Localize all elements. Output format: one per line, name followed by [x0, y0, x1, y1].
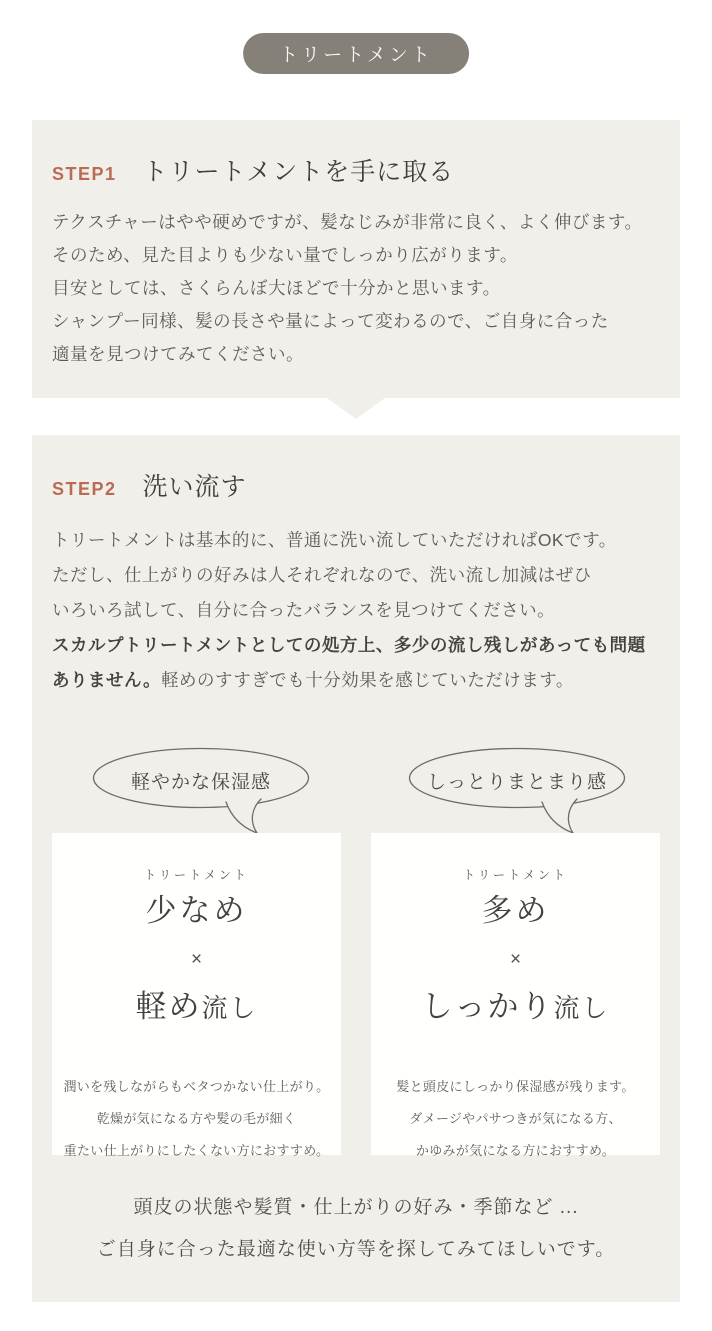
bubble-moist-together	[408, 747, 628, 837]
multiply-icon: ×	[509, 949, 522, 970]
option-desc-line: 重たい仕上がりにしたくない方におすすめ。	[63, 1143, 330, 1158]
closing-note-line: ご自身に合った最適な使い方等を探してみてほしいです。	[96, 1239, 616, 1260]
option-tag: トリートメント	[144, 868, 249, 882]
step1-title: トリートメントを手に取る	[142, 158, 455, 186]
option-rinse-main: しっかり	[421, 989, 554, 1024]
option-desc-line: 潤いを残しながらもベタつかない仕上がり。	[63, 1079, 330, 1094]
step1-paragraph	[52, 206, 666, 371]
step2-line: ただし、仕上がりの好みは人それぞれなので、洗い流し加減はぜひ	[52, 565, 592, 585]
option-description	[63, 1071, 329, 1167]
step2-label: STEP2	[52, 479, 117, 499]
option-desc-line: ダメージやパサつきが気になる方、	[409, 1111, 622, 1126]
option-box-more-thorough	[371, 833, 660, 1158]
bubble-label: 軽やかな保湿感	[130, 772, 271, 793]
step2-bold-line: スカルプトリートメントとしての処方上、多少の流し残しがあっても問題	[52, 635, 646, 655]
step2-bold-fragment: ありません。	[52, 670, 162, 690]
option-rinse-suffix: 流し	[553, 993, 610, 1023]
step2-card	[32, 435, 680, 1302]
option-box-less-light	[52, 833, 341, 1158]
step1-line: そのため、見た目よりも少ない量でしっかり広がります。	[52, 245, 518, 265]
option-rinse-main: 軽め	[135, 989, 202, 1024]
step2-mixed-line	[52, 663, 666, 698]
step1-card	[32, 120, 680, 398]
step1-heading	[52, 152, 454, 188]
section-title-label: トリートメント	[279, 45, 433, 66]
closing-note-line: 頭皮の状態や髪質・仕上がりの好み・季節など ...	[133, 1197, 579, 1218]
step1-line: 目安としては、さくらんぼ大ほどで十分かと思います。	[52, 278, 501, 298]
closing-note	[32, 1187, 680, 1271]
step2-normal-fragment: 軽めのすすぎでも十分効果を感じていただけます。	[161, 670, 574, 690]
option-desc-line: かゆみが気になる方におすすめ。	[415, 1143, 616, 1158]
step1-line: 適量を見つけてみてください。	[52, 344, 304, 364]
option-amount: 多め	[481, 893, 550, 928]
bubble-light-moisture	[92, 747, 312, 837]
option-rinse	[135, 985, 257, 1035]
multiply-icon: ×	[190, 949, 203, 970]
option-rinse-suffix: 流し	[201, 993, 258, 1023]
step2-line: トリートメントは基本的に、普通に洗い流していただければOKです。	[52, 530, 617, 550]
option-desc-line: 乾燥が気になる方や髪の毛が細く	[96, 1111, 297, 1126]
option-desc-line: 髪と頭皮にしっかり保湿感が残ります。	[396, 1079, 635, 1094]
bubble-label: しっとりまとまり感	[426, 772, 607, 793]
option-amount: 少なめ	[145, 893, 248, 928]
step2-line: いろいろ試して、自分に合ったバランスを見つけてください。	[52, 600, 556, 620]
option-tag: トリートメント	[463, 868, 568, 882]
step2-heading	[52, 467, 247, 503]
down-arrow-notch	[327, 398, 385, 419]
step2-paragraph	[52, 523, 666, 698]
step1-line: テクスチャーはやや硬めですが、髪なじみが非常に良く、よく伸びます。	[52, 212, 643, 232]
option-description	[396, 1071, 634, 1167]
option-rinse	[421, 985, 609, 1035]
step2-title: 洗い流す	[142, 473, 247, 501]
step1-label: STEP1	[52, 164, 117, 184]
step1-line: シャンプー同様、髪の長さや量によって変わるので、ご自身に合った	[52, 311, 609, 331]
section-title-badge	[243, 33, 469, 74]
